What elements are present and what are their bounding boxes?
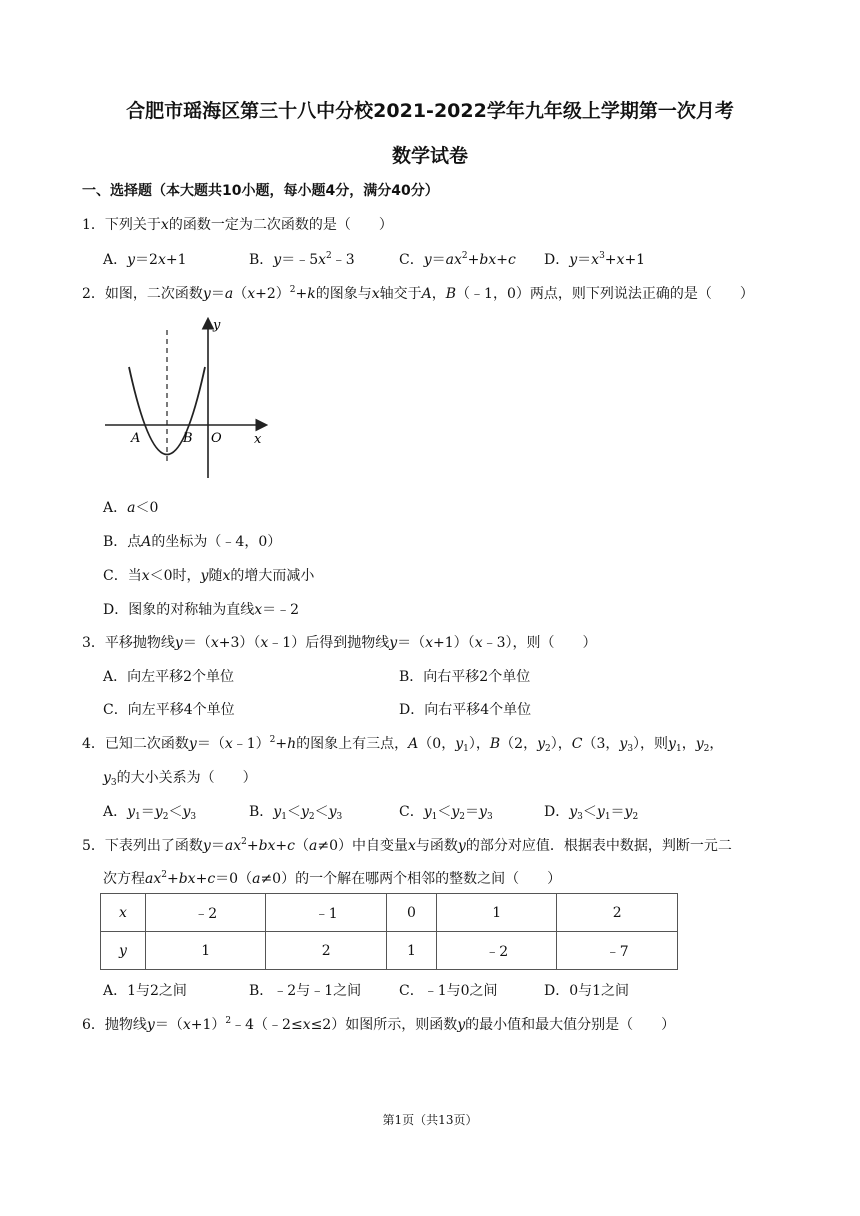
table-cell: x — [101, 894, 146, 932]
q2-option-b[interactable]: B．点A的坐标为（﹣4，0） — [103, 534, 282, 550]
question-4-line1: 4．已知二次函数y＝（x﹣1）$^2$+h的图象上有三点，A（0，$y_1$），B（2，$y_2$），C（3，$y_3$），则$y_1$，$y_2$， — [82, 735, 724, 754]
graph-label-y: y — [213, 318, 221, 333]
exam-title-line2: 数学试卷 — [391, 145, 468, 167]
table-cell: ﹣2 — [436, 932, 557, 970]
q1-pre: 下列关于 — [104, 217, 161, 233]
q1-option-b[interactable]: B．$y=﹣5x^2﹣3$ — [249, 251, 355, 268]
q4-option-c[interactable]: C．$y_1<y_2=y_3$ — [399, 804, 493, 822]
q1-post: 的函数一定为二次函数的是（ ） — [168, 217, 393, 233]
q3-option-a[interactable]: A．向左平移2个单位 — [103, 669, 235, 685]
question-5-line1: 5．下表列出了函数$y=ax^2+bx+c(a\ne 0)$中自变量x与函数y的部分对应值．根据表中数据，判断一元二 — [82, 837, 732, 854]
table-cell: 1 — [386, 932, 436, 970]
q1-number: 1． — [82, 217, 105, 233]
q2-option-c[interactable]: C．当x＜0时，y随x的增大而减小 — [103, 568, 315, 584]
table-cell: 2 — [557, 894, 678, 932]
q2-option-d[interactable]: D．图象的对称轴为直线x＝﹣2 — [103, 602, 300, 618]
q1-option-a[interactable]: A．y＝2x+1 — [103, 252, 187, 268]
q5-option-a[interactable]: A．1与2之间 — [103, 983, 187, 999]
q5-value-table — [100, 893, 678, 970]
question-6: 6．抛物线$y=(x+1)^2﹣4(﹣2\le x\le 2)$如图所示，则函数y的最小值和最大值分别是（ ） — [82, 1016, 676, 1033]
section-heading: 一、选择题（本大题共10小题，每小题4分，满分40分） — [82, 183, 439, 199]
table-cell: 1 — [145, 932, 266, 970]
page-footer: 第1页（共13页） — [382, 1113, 478, 1127]
question-3: 3．平移抛物线y＝（x+3）（x﹣1）后得到抛物线y＝（x+1）（x﹣3），则（ ） — [82, 635, 597, 651]
q1-option-d[interactable]: D．$y=x^3+x+1$ — [544, 251, 646, 268]
table-cell: ﹣2 — [145, 894, 266, 932]
q4-option-a[interactable]: A．$y_1=y_2<y_3$ — [103, 804, 197, 822]
table-cell: ﹣7 — [557, 932, 678, 970]
table-row-x — [101, 894, 678, 932]
graph-label-a: A — [131, 431, 141, 446]
graph-label-b: B — [183, 431, 193, 446]
q5-option-d[interactable]: D．0与1之间 — [544, 983, 630, 999]
table-row-y — [101, 932, 678, 970]
q1-option-c[interactable]: C．$y=ax^2+bx+c$ — [399, 251, 516, 268]
table-cell: y — [101, 932, 146, 970]
q2-option-a[interactable]: A．a＜0 — [103, 500, 159, 516]
exam-title-line1: 合肥市瑶海区第三十八中分校2021-2022学年九年级上学期第一次月考 — [126, 100, 734, 122]
q3-option-b[interactable]: B．向右平移2个单位 — [399, 669, 531, 685]
table-cell: 2 — [266, 932, 387, 970]
question-2: 2．如图，二次函数$y=a(x+2)^2+k$的图象与x轴交于A，B（﹣1，0）两点，则下列说法正确的是（ ） — [82, 285, 754, 302]
graph-label-x: x — [254, 432, 262, 447]
question-1 — [82, 214, 393, 234]
question-5-line2: 次方程$ax^2+bx+c=0(a\ne 0)$的一个解在哪两个相邻的整数之间（ ） — [103, 870, 562, 887]
q3-option-c[interactable]: C．向左平移4个单位 — [103, 702, 235, 718]
q2-parabola-graph — [100, 312, 280, 484]
q5-option-c[interactable]: C．﹣1与0之间 — [399, 983, 498, 999]
table-cell: 1 — [436, 894, 557, 932]
q3-option-d[interactable]: D．向右平移4个单位 — [399, 702, 532, 718]
q5-option-b[interactable]: B．﹣2与﹣1之间 — [249, 983, 362, 999]
table-cell: 0 — [386, 894, 436, 932]
q1-var: x — [160, 217, 169, 233]
q4-option-b[interactable]: B．$y_1<y_2<y_3$ — [249, 804, 343, 822]
q4-option-d[interactable]: D．$y_3<y_1=y_2$ — [544, 804, 639, 822]
table-cell: ﹣1 — [266, 894, 387, 932]
graph-label-o: O — [211, 431, 222, 446]
question-4-line2: $y_3$的大小关系为（ ） — [103, 770, 257, 788]
